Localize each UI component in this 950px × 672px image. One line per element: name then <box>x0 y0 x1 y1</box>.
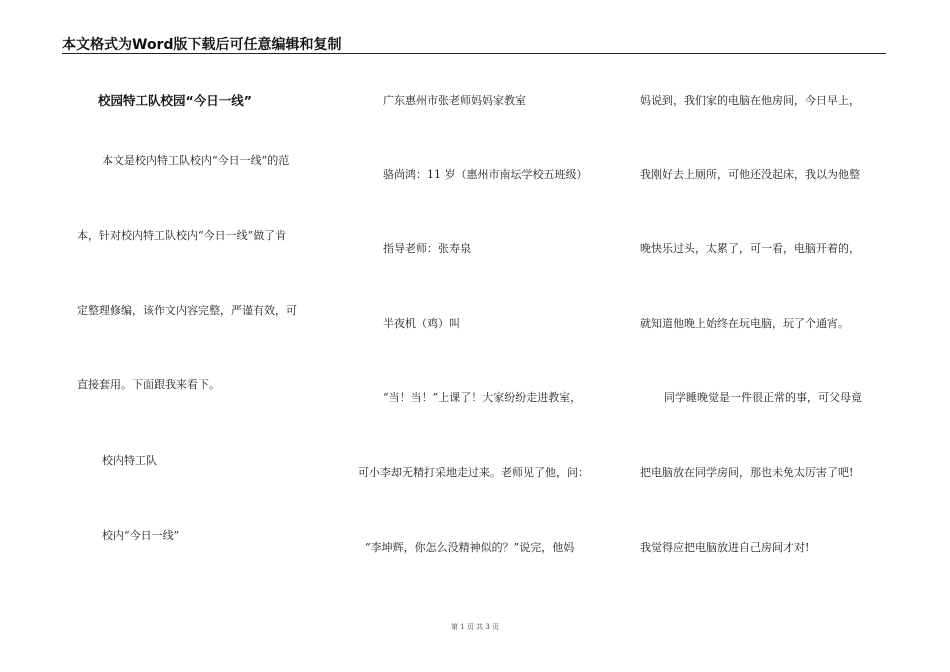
middle-line-6: 可小李却无精打采地走过来。老师见了他，问： <box>358 466 589 479</box>
left-line-6: 校内“今日一线” <box>102 529 180 542</box>
middle-line-4: 半夜机（鸡）叫 <box>383 317 460 330</box>
middle-line-1: 广东惠州市张老师妈妈家教室 <box>383 94 526 107</box>
middle-line-3: 指导老师：张寿泉 <box>383 242 471 255</box>
middle-line-7: “李坤辉，你怎么没精神似的？”说完，他妈 <box>365 541 575 554</box>
right-line-5: 同学睡晚觉是一件很正常的事，可父母竟 <box>664 391 862 404</box>
middle-line-5: “当！当！”上课了！大家纷纷走进教室， <box>383 391 582 404</box>
article-title: 校园特工队校园“今日一线” <box>98 93 252 108</box>
left-line-1: 本文是校内特工队校内“今日一线”的范 <box>102 154 290 167</box>
right-line-7: 我觉得应把电脑放进自己房间才对! <box>640 541 810 554</box>
header-divider <box>62 53 886 54</box>
header-title: 本文格式为Word版下载后可任意编辑和复制 <box>62 37 342 53</box>
left-line-4: 直接套用。下面跟我来看下。 <box>77 378 220 391</box>
right-line-6: 把电脑放在同学房间，那也未免太厉害了吧! <box>640 466 854 479</box>
page-number: 第 1 页 共 3 页 <box>450 623 500 631</box>
middle-line-2: 骆尚鸿：11 岁（惠州市南坛学校五班级） <box>383 168 588 181</box>
right-line-2: 我刚好去上厕所，可他还没起床，我以为他整 <box>640 168 860 181</box>
left-line-5: 校内特工队 <box>102 454 157 467</box>
right-line-3: 晚快乐过头，太累了，可一看，电脑开着的， <box>640 242 860 255</box>
left-line-3: 定整理修编，该作文内容完整，严谨有效，可 <box>77 304 297 317</box>
right-line-4: 就知道他晚上始终在玩电脑，玩了个通宵。 <box>640 317 849 330</box>
left-line-2: 本，针对校内特工队校内“今日一线”做了肯 <box>77 229 287 242</box>
right-line-1: 妈说到，我们家的电脑在他房间，今日早上， <box>640 94 860 107</box>
